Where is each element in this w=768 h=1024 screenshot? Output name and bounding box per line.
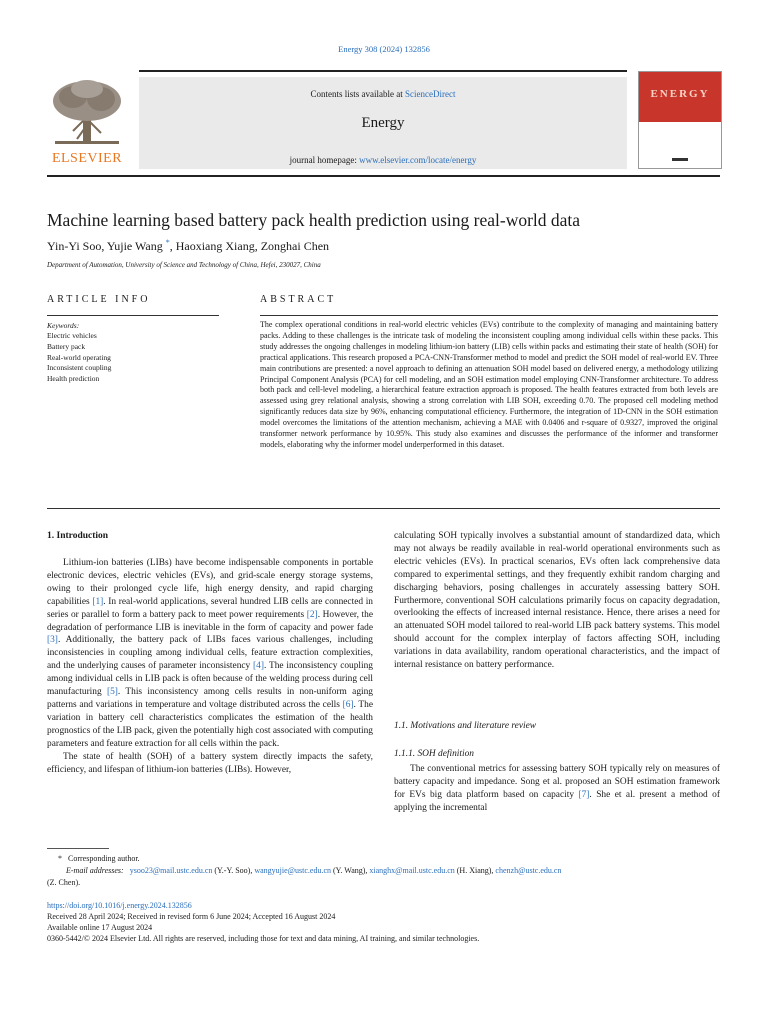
keywords-label: Keywords: bbox=[47, 321, 80, 330]
text-run: . This inconsistency among cells results in non-uniform aging patterns and variations in temperature and voltage distributed across the cells bbox=[47, 687, 373, 710]
email-owner: (Y. Wang), bbox=[331, 866, 370, 875]
article-info-heading: ARTICLE INFO bbox=[47, 294, 151, 305]
author-list bbox=[47, 238, 329, 254]
text-run: . She et al. present a method of applying the incremental bbox=[394, 789, 720, 813]
email-footnote-last: (Z. Chen). bbox=[47, 878, 81, 887]
article-metadata bbox=[47, 900, 727, 944]
subsubsection-heading-soh-definition: 1.1.1. SOH definition bbox=[394, 749, 474, 759]
header-top-rule bbox=[139, 70, 627, 72]
cover-title: ENERGY bbox=[650, 88, 710, 100]
paper-title: Machine learning based battery pack health prediction using real-world data bbox=[47, 210, 581, 230]
text-run: . The variation in battery cell characteristics complicates the estimation of the health prognostics of the LIB pack, given the potentially high cost associated with computing parameters and feature extraction for all cells within the pack. bbox=[47, 699, 374, 749]
journal-name: Energy bbox=[361, 115, 405, 131]
left-column bbox=[47, 557, 373, 776]
email-link[interactable]: xianghx@mail.ustc.edu.cn bbox=[369, 866, 455, 875]
footnote-rule bbox=[47, 848, 109, 849]
citation-link[interactable]: [4] bbox=[253, 661, 264, 672]
available-online: Available online 17 August 2024 bbox=[47, 923, 153, 932]
intro-paragraph-1 bbox=[47, 557, 373, 751]
text-run: . In real-world applications, several hundred LIB cells are connected in series or parallel to form a battery pack to meet power requirements bbox=[47, 596, 373, 620]
text-run: . The inconsistency coupling among individual cells in LIB pack is often because of the welding process during cell manufacturing bbox=[47, 661, 373, 698]
journal-info-box bbox=[139, 77, 627, 169]
journal-cover-thumbnail[interactable] bbox=[638, 71, 722, 169]
corresponding-footnote bbox=[58, 853, 140, 865]
footnote-star: * bbox=[58, 854, 62, 863]
contents-prefix: Contents lists available at bbox=[310, 89, 405, 99]
elsevier-tree-logo bbox=[47, 77, 127, 169]
affiliation: Department of Automation, University of Science and Technology of China, Hefei, 230027, China bbox=[47, 261, 321, 269]
cover-logo-mark bbox=[672, 158, 688, 161]
abstract-top-rule bbox=[260, 315, 718, 316]
abstract-text: The complex operational conditions in real-world electric vehicles (EVs) contribute to the complexity of managing and maintaining battery packs. Adding to these challenges is the intricate task of modeling the inconsistent coupling among individual cells within these packs. This study addresses the ongoing challenges in modeling lithium-ion battery (LIB) cells within packs and estimating their state of health (SOH) for practical applications. This research proposed a PCA-CNN-Transformer method to model and predict the SOH model of real-world EV. Three main contributions are presented: a novel approach to defining an attenuation SOH model based on delivered energy, a methodology utilizing Principal Component Analysis (PCA) for cell modeling, and an SOH estimation model employing CNN-Transformer architecture. To address both pack and cell-level modeling, a hierarchical feature extraction approach is proposed. The health features extracted from both levels are assessed using grey relational analysis, showing a strong correlation with LIB SOH, exceeding 0.70. The proposed cell modeling method significantly reduces data size by 96%, enhancing computational efficiency. Furthermore, the integration of 1D-CNN in the SOH estimation model overcomes the limitations of the attention mechanism, achieving a MAE with 0.0406 and r-square of 0.9327, improved the original transformer network performance by 10.95%. This study also examines and discusses the performance of the informer and transformer models, elaborating why the informer model underperformed in this dataset. bbox=[260, 320, 718, 449]
homepage-line bbox=[139, 155, 627, 165]
intro-paragraph-continued: calculating SOH typically involves a substantial amount of standardized data, which may not always be readily available in real-world operational environments such as electric vehicles (EVs). In practical scenarios, EVs often lack comprehensive data compared to experimental settings, and they frequently exhibit random charging and discharging behaviors, posing challenges in accurately assessing battery SOH. Furthermore, conventional SOH calculations primarily focus on capacity degradation, overlooking the effects of increased internal resistance. Hence, there arises a need for an attenuated SOH model tailored to real-world LIB pack battery systems. This model should account for the complex interplay of factors affecting SOH, including variations in data availability, random operational characteristics, and the impact of internal resistance on battery performance. bbox=[394, 531, 720, 671]
citation-link[interactable]: [6] bbox=[342, 699, 354, 710]
section-heading-introduction: 1. Introduction bbox=[47, 531, 109, 541]
citation-link[interactable]: [7] bbox=[578, 789, 590, 800]
right-column bbox=[394, 530, 720, 672]
abstract-bottom-rule bbox=[47, 508, 720, 509]
corresponding-author-mark[interactable]: * bbox=[165, 238, 170, 247]
corresponding-label: Corresponding author. bbox=[68, 854, 140, 863]
email-owner: (Y.-Y. Soo), bbox=[212, 866, 255, 875]
email-link[interactable]: wangyujie@ustc.edu.cn bbox=[254, 866, 332, 875]
homepage-prefix: journal homepage: bbox=[289, 155, 360, 165]
email-label: E-mail addresses: bbox=[66, 866, 124, 875]
journal-homepage-link[interactable]: www.elsevier.com/locate/energy bbox=[359, 155, 477, 165]
citation-link[interactable]: [5] bbox=[106, 687, 118, 698]
soh-definition-text bbox=[394, 763, 720, 815]
journal-header bbox=[47, 71, 628, 168]
email-footnote bbox=[66, 865, 726, 877]
citation-link[interactable]: [1] bbox=[92, 596, 104, 607]
text-run: . However, the degradation of performance LIB is inevitable in the form of capacity and power fade bbox=[47, 609, 374, 633]
elsevier-wordmark: ELSEVIER bbox=[51, 151, 123, 166]
keyword-item: Real-world operating bbox=[47, 352, 111, 362]
article-info-rule bbox=[47, 315, 219, 316]
text-run: Lithium-ion batteries (LIBs) have become indispensable components in portable electronic devices, electric vehicles (EVs), and grid-scale energy storage systems, owing to their prolonged cycle life, high energy density, and rapid charging capabilities bbox=[47, 558, 373, 607]
doi-link[interactable]: https://doi.org/10.1016/j.energy.2024.132856 bbox=[47, 901, 192, 910]
header-bottom-rule bbox=[47, 175, 720, 177]
journal-reference[interactable]: Energy 308 (2024) 132856 bbox=[338, 44, 430, 54]
elsevier-tree-icon bbox=[47, 77, 127, 149]
intro-paragraph-2: The state of health (SOH) of a battery system directly impacts the safety, efficiency, and lifespan of lithium-ion batteries (LIBs). However, bbox=[47, 751, 373, 775]
keyword-item: Inconsistent coupling bbox=[47, 363, 112, 373]
text-run: The conventional metrics for assessing battery SOH typically rely on measures of battery capacity and impedance. Song et al. proposed an SOH estimation framework for EVs big data platform based on capacity bbox=[394, 764, 720, 800]
email-owner: (H. Xiang), bbox=[454, 866, 496, 875]
email-link[interactable]: ysoo23@mail.ustc.edu.cn bbox=[129, 866, 213, 875]
authors-rest: , Haoxiang Xiang, Zonghai Chen bbox=[169, 239, 330, 253]
email-link[interactable]: chenzh@ustc.edu.cn bbox=[495, 866, 562, 875]
soh-paragraph bbox=[394, 763, 720, 815]
citation-link[interactable]: [3] bbox=[47, 635, 58, 646]
keyword-item: Electric vehicles bbox=[47, 331, 97, 340]
keywords-list bbox=[47, 331, 111, 385]
copyright-notice: 0360-5442/© 2024 Elsevier Ltd. All rights are reserved, including those for text and data mining, AI training, and similar technologies. bbox=[47, 934, 480, 943]
authors-first: Yin-Yi Soo, Yujie Wang bbox=[47, 239, 166, 253]
sciencedirect-link[interactable]: ScienceDirect bbox=[405, 89, 456, 99]
received-dates: Received 28 April 2024; Received in revised form 6 June 2024; Accepted 16 August 2024 bbox=[47, 912, 336, 921]
text-run: . Additionally, the battery pack of LIBs faces various challenges, including inconsistencies in coupling among individual cells, feature extraction complexities, and the underlying causes of parameter inconsistency bbox=[47, 635, 373, 672]
subsection-heading-motivations: 1.1. Motivations and literature review bbox=[394, 721, 536, 731]
contents-line bbox=[139, 89, 627, 99]
keyword-item: Battery pack bbox=[47, 341, 86, 351]
keyword-item: Health prediction bbox=[47, 374, 100, 384]
citation-link[interactable]: [2] bbox=[306, 609, 318, 620]
abstract-heading: ABSTRACT bbox=[260, 294, 337, 305]
